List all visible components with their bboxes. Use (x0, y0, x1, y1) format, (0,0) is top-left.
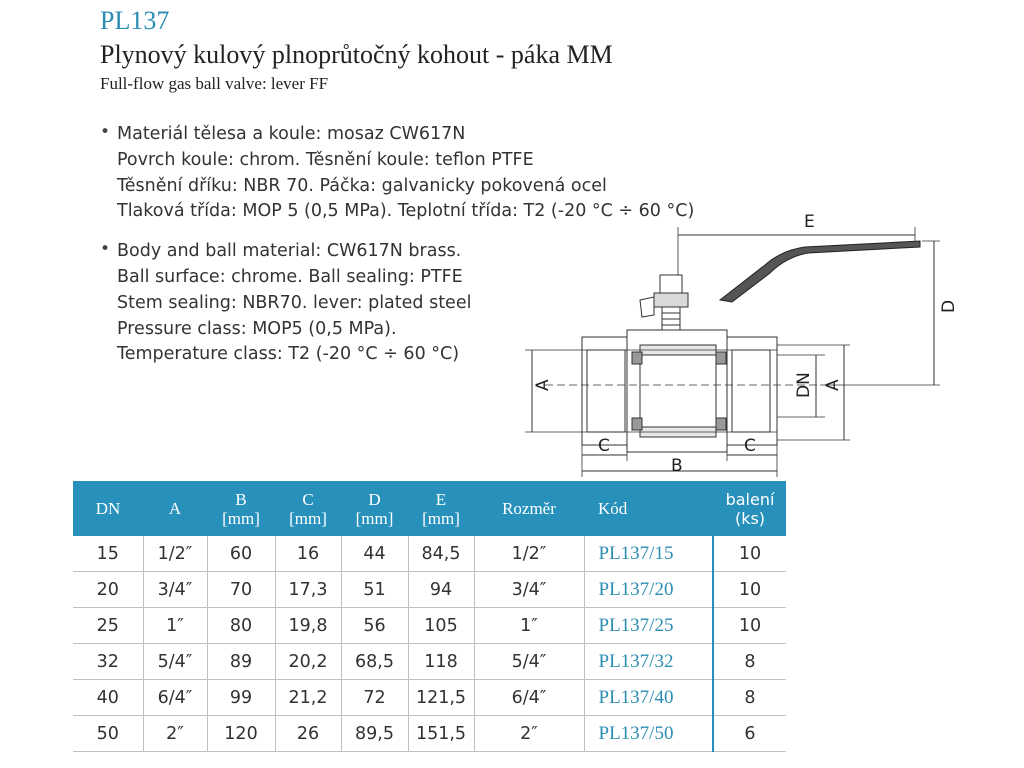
cell-b: 80 (207, 608, 275, 644)
cell-code: PL137/32 (584, 644, 713, 680)
header-line: DN (95, 499, 121, 518)
header-line: [mm] (222, 508, 260, 528)
cell-size: 1″ (474, 608, 584, 644)
cell-code: PL137/50 (584, 716, 713, 752)
cell-e: 118 (408, 644, 474, 680)
header-line: [mm] (355, 508, 394, 528)
col-header-c (275, 481, 341, 536)
product-subtitle: Full-flow gas ball valve: lever FF (100, 74, 329, 93)
cell-c: 16 (275, 536, 341, 572)
col-header-b (207, 481, 275, 536)
col-header-pack (713, 481, 786, 536)
cell-code: PL137/20 (584, 572, 713, 608)
cell-e: 121,5 (408, 680, 474, 716)
cell-c: 21,2 (275, 680, 341, 716)
dim-label-d: D (939, 299, 959, 313)
cell-pack: 6 (713, 716, 786, 752)
table-row (73, 644, 786, 680)
cell-pack: 10 (713, 572, 786, 608)
bullet-dot-icon: • (100, 122, 111, 142)
cell-c: 17,3 (275, 572, 341, 608)
table-row (73, 572, 786, 608)
header-line: [mm] (422, 508, 460, 528)
feature-line: Těsnění dříku: NBR 70. Páčka: galvanicky pokovená ocel (117, 175, 607, 196)
dim-label-a-right: A (823, 379, 843, 391)
cell-dn: 32 (73, 644, 143, 680)
feature-line: Materiál tělesa a koule: mosaz CW617N (117, 124, 466, 144)
cell-d: 89,5 (341, 716, 408, 752)
dim-label-dn: DN (794, 372, 814, 398)
feature-line: Tlaková třída: MOP 5 (0,5 MPa). Teplotní třída: T2 (-20 °C ÷ 60 °C) (117, 201, 695, 222)
cell-c: 20,2 (275, 644, 341, 680)
table-header-row (73, 481, 786, 536)
cell-e: 84,5 (408, 536, 474, 572)
cell-b: 89 (207, 644, 275, 680)
cell-pack: 8 (713, 644, 786, 680)
cell-d: 72 (341, 680, 408, 716)
cell-b: 70 (207, 572, 275, 608)
cell-size: 6/4″ (474, 680, 584, 716)
cell-d: 68,5 (341, 644, 408, 680)
header-line: C (302, 489, 314, 509)
cell-e: 151,5 (408, 716, 474, 752)
header-line: Kód (598, 499, 628, 518)
col-header-code (584, 481, 713, 536)
col-header-a (143, 481, 207, 536)
dim-label-b: B (671, 456, 683, 476)
cell-code: PL137/40 (584, 680, 713, 716)
feature-line: Ball surface: chrome. Ball sealing: PTFE (117, 266, 463, 287)
cell-dn: 40 (73, 680, 143, 716)
cell-e: 105 (408, 608, 474, 644)
header-line: [mm] (289, 508, 327, 528)
dimensions-table (73, 481, 786, 752)
bullet-dot-icon: • (100, 239, 111, 260)
header-line: E (435, 489, 447, 509)
cell-b: 60 (207, 536, 275, 572)
col-header-d (341, 481, 408, 536)
dim-label-a-left: A (533, 379, 553, 391)
header-line: (ks) (734, 508, 766, 528)
cell-b: 99 (207, 680, 275, 716)
table-row (73, 680, 786, 716)
col-header-dn (73, 481, 143, 536)
cell-c: 19,8 (275, 608, 341, 644)
cell-dn: 15 (73, 536, 143, 572)
cell-size: 1/2″ (474, 536, 584, 572)
table-row (73, 536, 786, 572)
cell-a: 6/4″ (143, 680, 207, 716)
cell-dn: 20 (73, 572, 143, 608)
cell-a: 5/4″ (143, 644, 207, 680)
table-row (73, 608, 786, 644)
table-row (73, 716, 786, 752)
product-title: Plynový kulový plnoprůtočný kohout - páka MM (100, 40, 613, 69)
cell-d: 56 (341, 608, 408, 644)
header-line: A (168, 499, 182, 518)
cell-pack: 10 (713, 608, 786, 644)
cell-b: 120 (207, 716, 275, 752)
cell-size: 3/4″ (474, 572, 584, 608)
valve-technical-drawing (520, 205, 965, 480)
header-line: B (235, 489, 247, 509)
product-code: PL137 (100, 6, 170, 35)
cell-d: 51 (341, 572, 408, 608)
cell-code: PL137/15 (584, 536, 713, 572)
col-header-e (408, 481, 474, 536)
cell-e: 94 (408, 572, 474, 608)
header-line: balení (725, 489, 775, 509)
cell-c: 26 (275, 716, 341, 752)
dim-label-e: E (804, 212, 815, 232)
cell-code: PL137/25 (584, 608, 713, 644)
cell-dn: 50 (73, 716, 143, 752)
feature-line: Temperature class: T2 (-20 °C ÷ 60 °C) (117, 344, 460, 365)
cell-pack: 8 (713, 680, 786, 716)
header-line: Rozměr (502, 499, 556, 518)
cell-a: 2″ (143, 716, 207, 752)
feature-line: Povrch koule: chrom. Těsnění koule: teflon PTFE (117, 149, 534, 170)
dim-label-c-left: C (598, 436, 610, 456)
cell-dn: 25 (73, 608, 143, 644)
cell-a: 3/4″ (143, 572, 207, 608)
cell-d: 44 (341, 536, 408, 572)
cell-size: 5/4″ (474, 644, 584, 680)
cell-size: 2″ (474, 716, 584, 752)
feature-line: Pressure class: MOP5 (0,5 MPa). (117, 318, 397, 339)
cell-a: 1″ (143, 608, 207, 644)
feature-line: Stem sealing: NBR70. lever: plated steel (117, 292, 472, 313)
cell-pack: 10 (713, 536, 786, 572)
feature-line: Body and ball material: CW617N brass. (117, 241, 462, 262)
dim-label-c-right: C (744, 436, 756, 456)
header-line: D (368, 489, 381, 509)
col-header-size (474, 481, 584, 536)
cell-a: 1/2″ (143, 536, 207, 572)
